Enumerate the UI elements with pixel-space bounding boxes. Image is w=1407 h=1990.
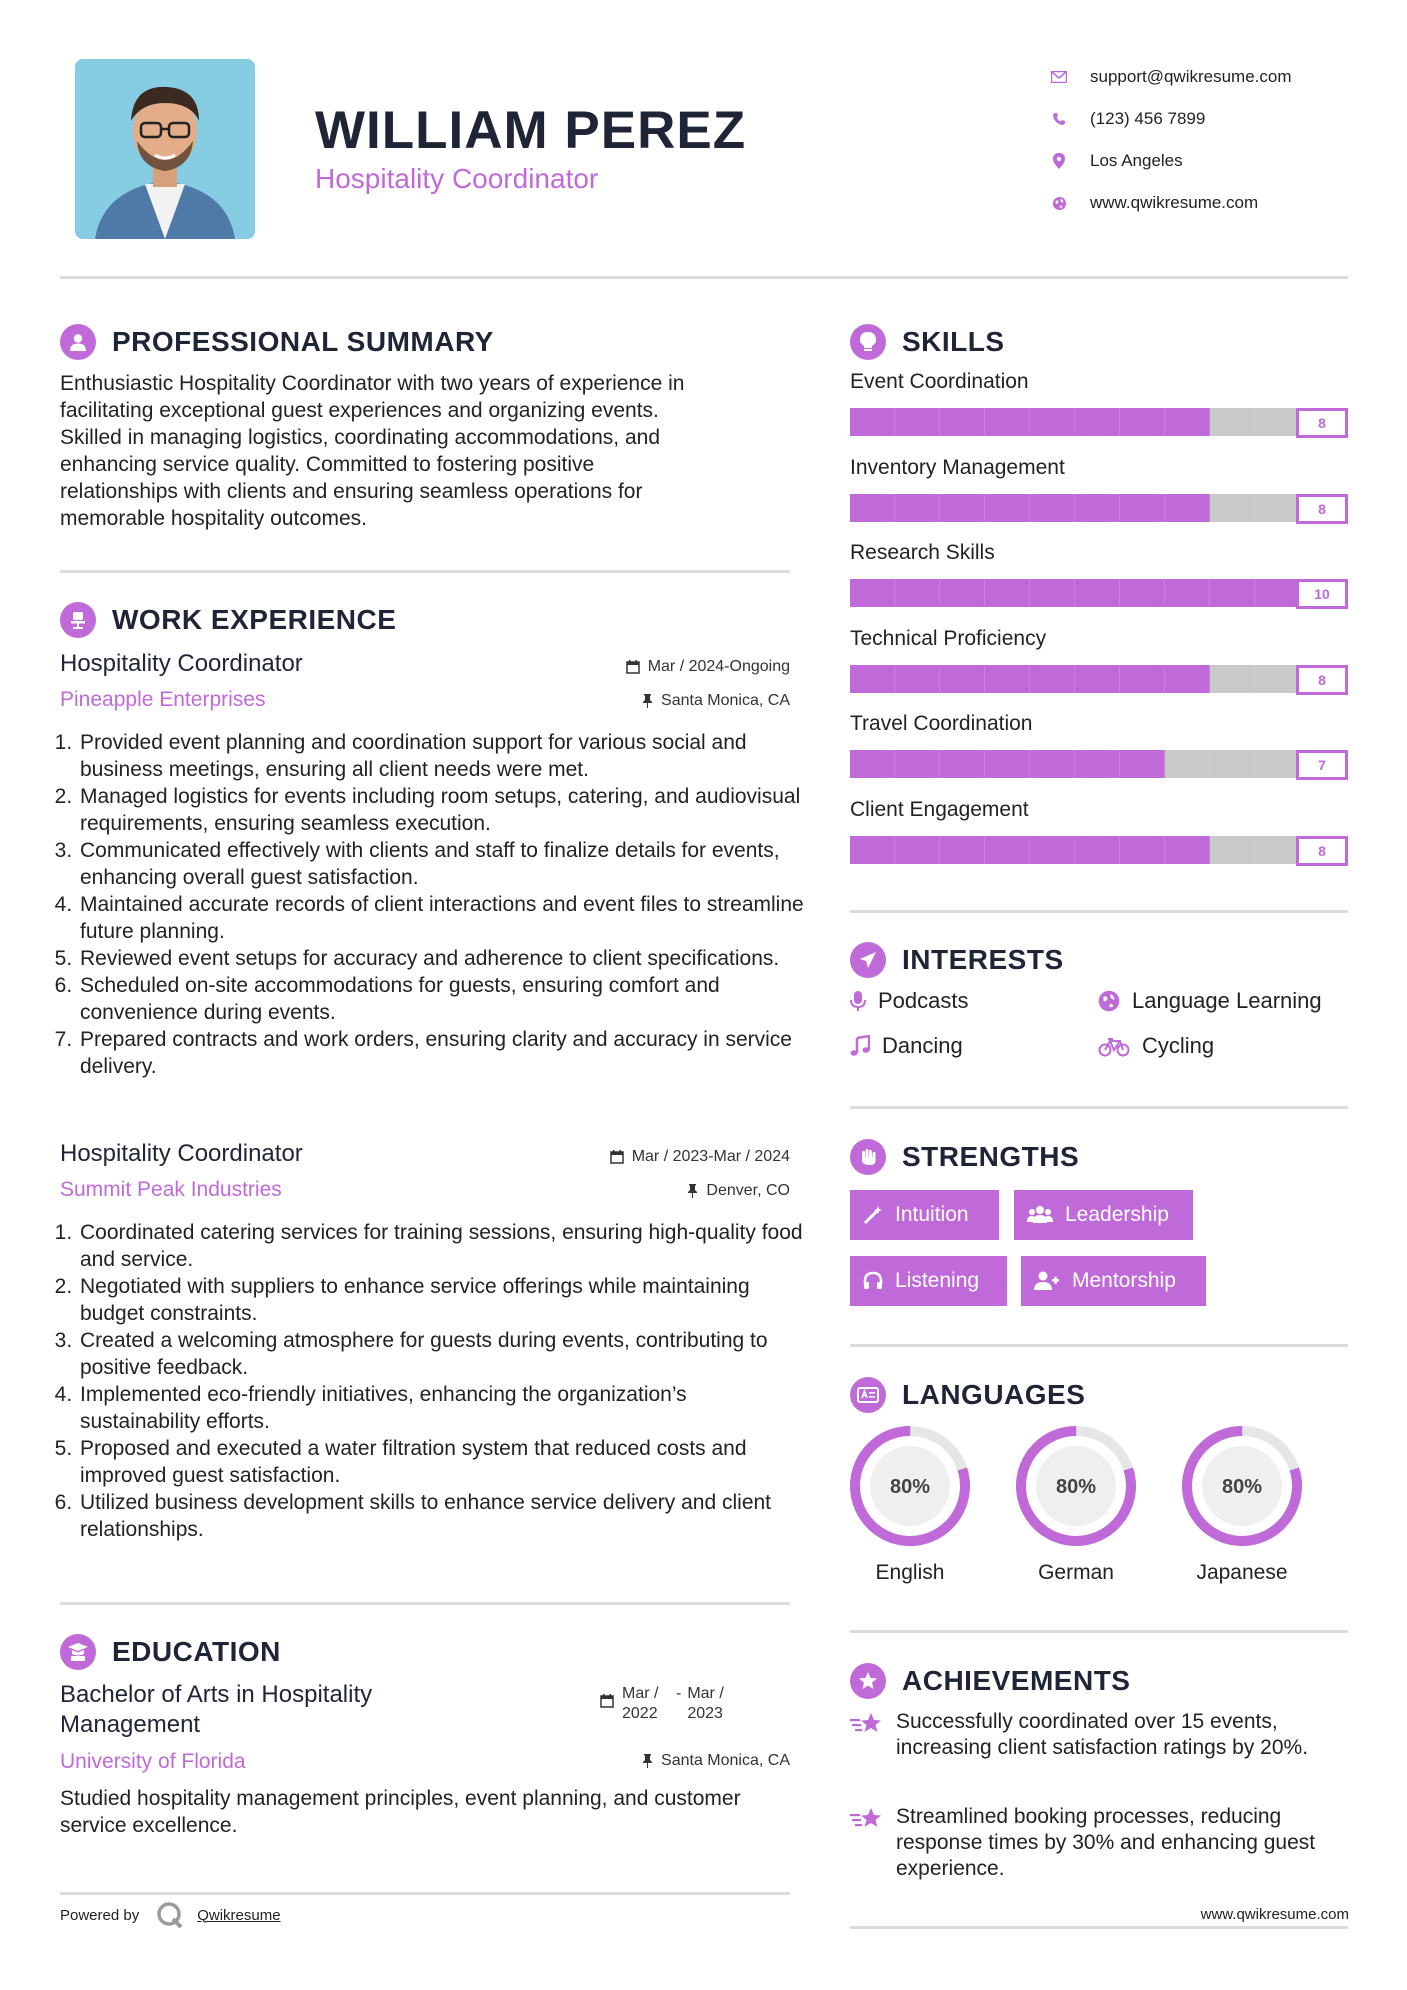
achievement-text: Successfully coordinated over 15 events, increasing client satisfaction ratings by 20%. [896,1710,1309,1759]
skill-bar-filled-segment [1255,579,1300,607]
job-title: Hospitality Coordinator [60,650,303,677]
contact-email[interactable] [1050,56,1292,98]
skill-bar-filled-segment [1165,494,1210,522]
skill-bar-filled-segment [1120,750,1165,778]
skill-bar-filled-segment [1030,408,1075,436]
languages-title: LANGUAGES [902,1379,1086,1410]
interest-label: Language Learning [1132,988,1322,1013]
job-bullets [60,729,808,1080]
chip-label: Mentorship [1072,1269,1176,1292]
job-dates [610,1148,790,1166]
skill-bar-filled-segment [985,494,1030,522]
skill-bar-filled-segment [1165,408,1210,436]
skill-bar-filled-segment [1165,836,1210,864]
globe-icon [1098,990,1120,1012]
user-plus-icon [1034,1271,1060,1291]
users-icon [1027,1205,1053,1225]
job-bullets [60,1219,808,1543]
skill-bar-filled-segment [985,579,1030,607]
interest-dancing [850,1033,963,1059]
language-percent: 80% [889,1476,931,1498]
skill-bar-filled-segment [1165,665,1210,693]
skill-name: Client Engagement [850,797,1029,821]
interest-label: Podcasts [878,988,969,1013]
skill-bar-filled-segment [1075,408,1120,436]
lightbulb-icon [850,324,886,360]
summary-line: memorable hospitality outcomes. [60,507,367,530]
microphone-icon [850,990,866,1012]
footer-divider [850,1926,1348,1929]
skill-bar-filled-segment [1120,408,1165,436]
education-location [642,1752,790,1770]
dates-text: Mar / 2024-Ongoing [647,658,790,675]
skill-name: Event Coordination [850,370,1029,393]
skill-bar-filled-segment [895,665,940,693]
date-separator: - [676,1685,682,1702]
strength-chip-intuition [850,1190,999,1240]
skills-heading [850,324,1005,360]
language-name: German [1038,1561,1114,1584]
fist-icon [850,1139,886,1175]
contact-location [1050,140,1292,182]
qwikresume-logo-icon [155,1900,185,1930]
star-badge-icon [850,1663,886,1699]
skill-bar-filled-segment [850,408,895,436]
map-pin-icon [1050,152,1068,170]
skill-bar [850,408,1346,436]
summary-line: relationships with clients and ensuring seamless operations for [60,480,643,503]
job-location [642,692,790,710]
company-name: Pineapple Enterprises [60,688,266,711]
skill-bar-filled-segment [850,494,895,522]
list-item: 2. Managed logistics for events including room setups, catering, and audiovisual requirements, ensuring seamless execution. [78,783,808,837]
languages-heading [850,1377,1085,1413]
pushpin-icon [687,1184,698,1198]
skill-bar-filled-segment [895,750,940,778]
skill-bar-filled-segment [985,750,1030,778]
graduate-icon [60,1634,96,1670]
job-dates [626,658,790,676]
skill-bar-filled-segment [1120,494,1165,522]
interests-heading [850,942,1064,978]
pushpin-icon [642,1754,653,1768]
location-text: Los Angeles [1090,151,1183,170]
skill-bar-empty-segment [1255,494,1300,522]
brand-link[interactable]: Qwikresume [197,1906,281,1924]
skill-bar-filled-segment [1120,665,1165,693]
interest-podcasts [850,988,969,1014]
headphones-icon [863,1271,883,1291]
candidate-title: Hospitality Coordinator [315,163,599,194]
experience-heading [60,602,396,638]
skill-score: 10 [1296,579,1348,609]
skill-bar-filled-segment [940,836,985,864]
interest-language-learning [1098,988,1322,1014]
skill-bar-filled-segment [850,579,895,607]
skill-bar-filled-segment [1120,836,1165,864]
skill-bar-empty-segment [1165,750,1210,778]
contact-website[interactable] [1050,182,1292,224]
strengths-heading [850,1139,1079,1175]
pushpin-icon [642,694,653,708]
skill-score: 8 [1296,408,1348,438]
language-item [847,1423,973,1585]
skill-bar-empty-segment [1255,408,1300,436]
skill-name: Travel Coordination [850,712,1033,735]
experience-title: WORK EXPERIENCE [112,604,397,635]
powered-by-label: Powered by [60,1906,140,1924]
skill-bar-filled-segment [1075,750,1120,778]
education-dates [600,1684,735,1724]
skill-bar-empty-segment [1255,836,1300,864]
skill-bar-filled-segment [895,408,940,436]
chair-icon [60,602,96,638]
calendar-icon [600,1694,614,1708]
bicycle-icon [1098,1035,1130,1057]
education-description: Studied hospitality management principles, event planning, and customer service excellence. [60,1787,741,1837]
summary-line: enhancing service quality. Committed to fostering positive [60,453,595,476]
section-divider [60,1892,790,1895]
skill-bar [850,665,1346,693]
chip-label: Intuition [895,1203,969,1226]
achievement-item [850,1804,1356,1882]
website-text: www.qwikresume.com [1090,193,1259,212]
date-start: Mar / 2022 [622,1685,659,1722]
list-item: 6. Scheduled on-site accommodations for guests, ensuring comfort and convenience during events. [78,972,808,1026]
skill-bar-filled-segment [985,408,1030,436]
skill-bar-filled-segment [940,579,985,607]
skill-bar-filled-segment [940,665,985,693]
job-location [687,1182,790,1200]
skill-bar-empty-segment [1255,750,1300,778]
skill-bar-empty-segment [1210,750,1255,778]
dates-text: Mar / 2023-Mar / 2024 [631,1148,790,1165]
location-text: Denver, CO [706,1182,790,1199]
skill-score: 8 [1296,836,1348,866]
translate-icon [850,1377,886,1413]
skill-bar-filled-segment [1030,579,1075,607]
user-icon [60,324,96,360]
strengths-title: STRENGTHS [902,1141,1080,1172]
summary-line: Skilled in managing logistics, coordinating accommodations, and [60,426,660,449]
language-ring [847,1423,973,1549]
language-name: Japanese [1196,1561,1288,1584]
skill-bar-filled-segment [850,750,895,778]
list-item: 1. Provided event planning and coordination support for various social and business meetings, ensuring all client needs were met. [78,729,808,783]
summary-line: facilitating exceptional guest experiences and organizing events. [60,399,659,422]
education-heading [60,1634,281,1670]
list-item: 1. Coordinated catering services for training sessions, ensuring high-quality food and service. [78,1219,808,1273]
skill-bar-filled-segment [850,836,895,864]
location-text: Santa Monica, CA [661,1752,790,1769]
summary-text [60,370,790,532]
skills-title: SKILLS [902,326,1005,357]
header-divider [60,276,1348,279]
shooting-star-icon [850,1806,884,1832]
skill-name: Research Skills [850,541,995,564]
interest-cycling [1098,1033,1214,1059]
skill-score: 8 [1296,665,1348,695]
school-name: University of Florida [60,1750,246,1773]
skill-bar-empty-segment [1255,665,1300,693]
achievement-text: Streamlined booking processes, reducing response times by 30% and enhancing guest experience. [896,1805,1316,1880]
language-ring [1179,1423,1305,1549]
skill-score: 8 [1296,494,1348,524]
list-item: 3. Communicated effectively with clients and staff to finalize details for events, enhancing overall guest satisfaction. [78,837,808,891]
section-divider [60,570,790,573]
list-item: 2. Negotiated with suppliers to enhance service offerings while maintaining budget constraints. [78,1273,808,1327]
section-divider [850,1630,1348,1633]
skill-bar-empty-segment [1210,408,1255,436]
paper-plane-icon [850,942,886,978]
list-item: 7. Prepared contracts and work orders, ensuring clarity and accuracy in service delivery. [78,1026,808,1080]
skill-bar-empty-segment [1210,665,1255,693]
section-divider [60,1602,790,1605]
list-item: 5. Reviewed event setups for accuracy and adherence to client specifications. [78,945,808,972]
powered-by [60,1900,281,1930]
skill-name: Inventory Management [850,455,1065,479]
language-percent: 80% [1221,1476,1263,1498]
skill-bar-filled-segment [1075,665,1120,693]
magic-wand-icon [863,1205,883,1225]
list-item: 3. Created a welcoming atmosphere for guests during events, contributing to positive feedback. [78,1327,808,1381]
skill-bar [850,494,1346,522]
envelope-icon [1050,68,1068,86]
skill-bar-filled-segment [1075,494,1120,522]
interest-label: Cycling [1142,1033,1215,1058]
skill-bar-filled-segment [1030,665,1075,693]
skill-bar-filled-segment [1030,750,1075,778]
skill-bar-filled-segment [940,494,985,522]
summary-title: PROFESSIONAL SUMMARY [112,326,494,357]
profile-photo [75,59,255,239]
music-note-icon [850,1035,870,1057]
date-end: Mar / 2023 [687,1685,724,1722]
skill-bar-filled-segment [1075,836,1120,864]
language-ring [1013,1423,1139,1549]
skill-bar-filled-segment [895,494,940,522]
skill-bar-filled-segment [1030,836,1075,864]
skill-bar-filled-segment [940,750,985,778]
email-text: support@qwikresume.com [1090,67,1292,86]
skill-bar-empty-segment [1210,836,1255,864]
list-item: 6. Utilized business development skills to enhance service delivery and client relationships. [78,1489,808,1543]
skill-bar [850,750,1346,778]
language-item [1013,1423,1139,1585]
skill-bar-filled-segment [1120,579,1165,607]
strength-chip-leadership [1014,1190,1193,1240]
skill-bar-filled-segment [985,665,1030,693]
candidate-name: WILLIAM PEREZ [315,101,747,160]
achievement-item [850,1709,1356,1761]
chip-label: Leadership [1065,1203,1169,1226]
degree-name: Bachelor of Arts in Hospitality Management [60,1681,373,1738]
skill-bar-empty-segment [1210,494,1255,522]
strength-chip-listening [850,1256,1007,1306]
skill-name: Technical Proficiency [850,626,1047,650]
education-title: EDUCATION [112,1636,281,1667]
skill-bar-filled-segment [1030,494,1075,522]
shooting-star-icon [850,1711,884,1737]
skill-bar-filled-segment [1210,579,1255,607]
section-divider [850,1344,1348,1347]
summary-heading [60,324,494,360]
footer-website[interactable]: www.qwikresume.com [1200,1906,1349,1923]
skill-bar-filled-segment [985,836,1030,864]
interests-title: INTERESTS [902,944,1064,975]
contact-list [1050,56,1292,224]
list-item: 4. Maintained accurate records of client interactions and event files to streamline future planning. [78,891,808,945]
achievements-heading [850,1663,1130,1699]
skill-bar-filled-segment [1165,579,1210,607]
location-text: Santa Monica, CA [661,692,790,709]
skill-bar-filled-segment [1075,579,1120,607]
globe-icon [1050,194,1068,212]
section-divider [850,910,1348,913]
language-name: English [875,1561,945,1584]
skill-bar [850,836,1346,864]
interest-label: Dancing [882,1033,963,1058]
language-item [1179,1423,1305,1585]
achievements-title: ACHIEVEMENTS [902,1665,1131,1696]
skill-score: 7 [1296,750,1348,780]
calendar-icon [626,660,640,674]
job-title: Hospitality Coordinator [60,1140,303,1167]
skill-bar-filled-segment [895,579,940,607]
skill-bar-filled-segment [850,665,895,693]
strength-chip-mentorship [1021,1256,1206,1306]
skill-bar-filled-segment [940,408,985,436]
skill-bar [850,579,1346,607]
chip-label: Listening [895,1269,980,1292]
list-item: 4. Implemented eco-friendly initiatives, enhancing the organization’s sustainability efforts. [78,1381,808,1435]
section-divider [850,1106,1348,1109]
phone-icon [1050,110,1068,128]
phone-text: (123) 456 7899 [1090,109,1206,128]
calendar-icon [610,1150,624,1164]
skill-bar-filled-segment [895,836,940,864]
summary-line: Enthusiastic Hospitality Coordinator with two years of experience in [60,372,685,395]
contact-phone[interactable] [1050,98,1292,140]
company-name: Summit Peak Industries [60,1178,282,1201]
list-item: 5. Proposed and executed a water filtration system that reduced costs and improved guest satisfaction. [78,1435,808,1489]
language-percent: 80% [1055,1476,1097,1498]
